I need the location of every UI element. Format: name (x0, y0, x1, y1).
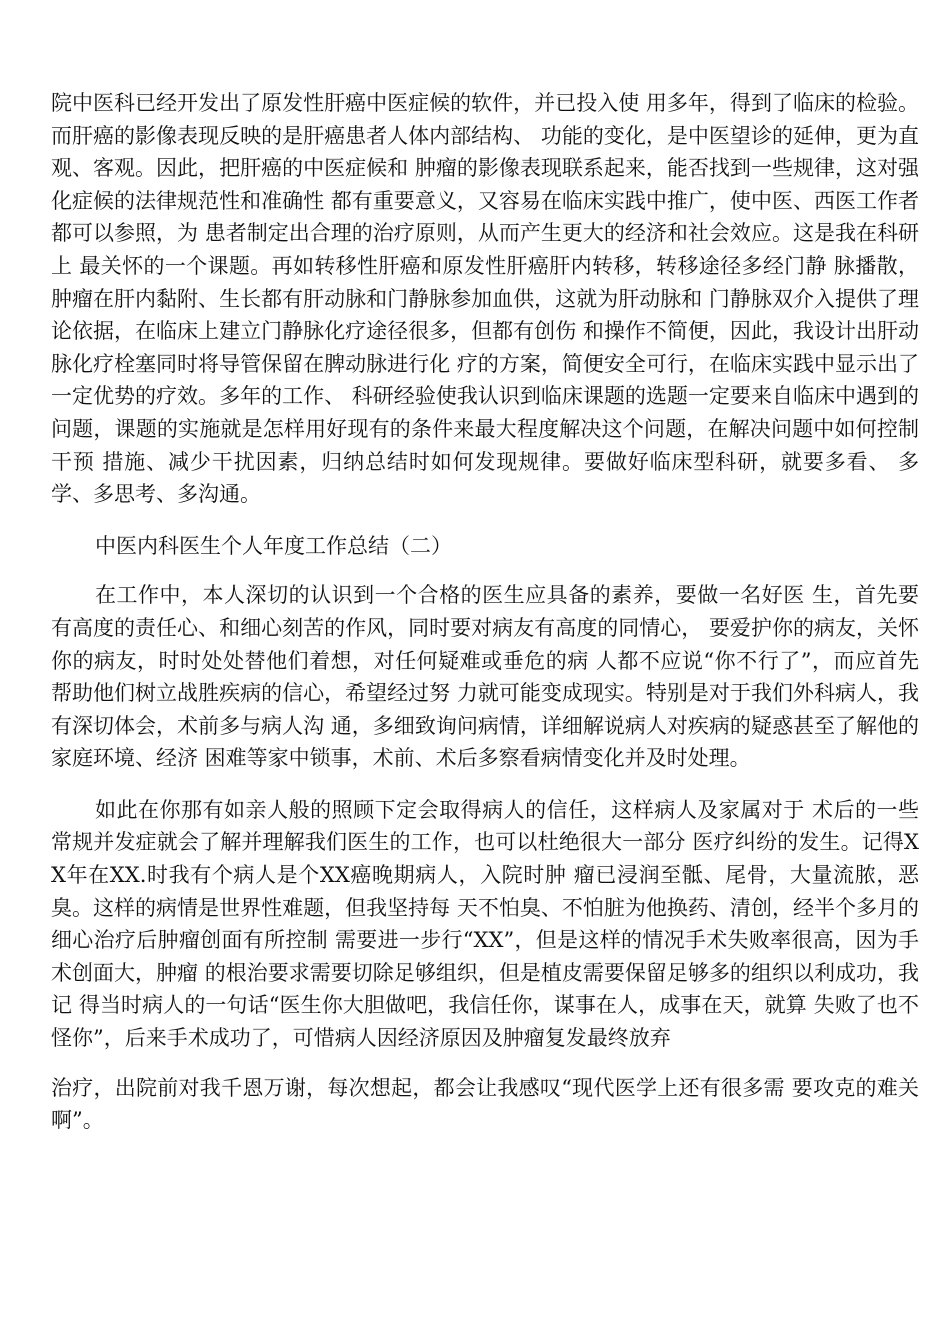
section-title: 中医内科医生个人年度工作总结（二） (95, 533, 452, 558)
body-paragraph-4: 治疗，出院前对我千恩万谢，每次想起，都会让我感叹“现代医学上还有很多需 要攻克的难关啊”。 (51, 1075, 919, 1133)
body-paragraph-3: 如此在你那有如亲人般的照顾下定会取得病人的信任，这样病人及家属对于 术后的一些常规并发症就会了解并理解我们医生的工作，也可以杜绝很大一部分 医疗纠纷的发生。记得XX年在XX.时我有个病人是个XX癌晚期病人，入院时肿 瘤已浸润至骶、尾骨，大量流脓，恶臭。这样的病情是世界性难题，但我坚持每 天不怕臭、不怕脏为他换药、清创，经半个多月的细心治疗后肿瘤创面有所控制 需要进一步行“XX”，但是这样的情况手术失败率很高，因为手术创面大，肿瘤 的根治要求需要切除足够组织，但是植皮需要保留足够多的组织以利成功，我记 得当时病人的一句话“医生你大胆做吧，我信任你，谋事在人，成事在天，就算 失败了也不怪你”，后来手术成功了，可惜病人因经济原因及肿瘤复发最终放弃 (51, 797, 919, 1051)
document-page (51, 87, 919, 1137)
body-paragraph-2: 在工作中，本人深切的认识到一个合格的医生应具备的素养，要做一名好医 生，首先要有高度的责任心、和细心刻苦的作风，同时要对病友有高度的同情心， 要爱护你的病友，关怀你的病友，时时处处替他们着想，对任何疑难或垂危的病 人都不应说“你不行了”，而应首先帮助他们树立战胜疾病的信心，希望经过努 力就可能变成现实。特别是对于我们外科病人，我有深切体会，术前多与病人沟 通，多细致询问病情，详细解说病人对疾病的疑惑甚至了解他的家庭环境、经济 困难等家中锁事，术前、术后多察看病情变化并及时处理。 (51, 583, 919, 771)
body-paragraph-1: 院中医科已经开发出了原发性肝癌中医症候的软件，并已投入使 用多年，得到了临床的检验。而肝癌的影像表现反映的是肝癌患者人体内部结构、 功能的变化，是中医望诊的延伸，更为直观、客观。因此，把肝癌的中医症候和 肿瘤的影像表现联系起来，能否找到一些规律，这对强化症候的法律规范性和准确性 都有重要意义，又容易在临床实践中推广，使中医、西医工作者都可以参照，为 患者制定出合理的治疗原则，从而产生更大的经济和社会效应。这是我在科研上 最关怀的一个课题。再如转移性肝癌和原发性肝癌肝内转移，转移途径多经门静 脉播散，肿瘤在肝内黏附、生长都有肝动脉和门静脉参加血供，这就为肝动脉和 门静脉双介入提供了理论依据，在临床上建立门静脉化疗途径很多，但都有创伤 和操作不简便，因此，我设计出肝动脉化疗栓塞同时将导管保留在脾动脉进行化 疗的方案，简便安全可行，在临床实践中显示出了一定优势的疗效。多年的工作、 科研经验使我认识到临床课题的选题一定要来自临床中遇到的问题，课题的实施就是怎样用好现有的条件来最大程度解决这个问题，在解决问题中如何控制干预 措施、减少干扰因素，归纳总结时如何发现规律。要做好临床型科研，就要多看、 多学、多思考、多沟通。 (51, 91, 919, 507)
